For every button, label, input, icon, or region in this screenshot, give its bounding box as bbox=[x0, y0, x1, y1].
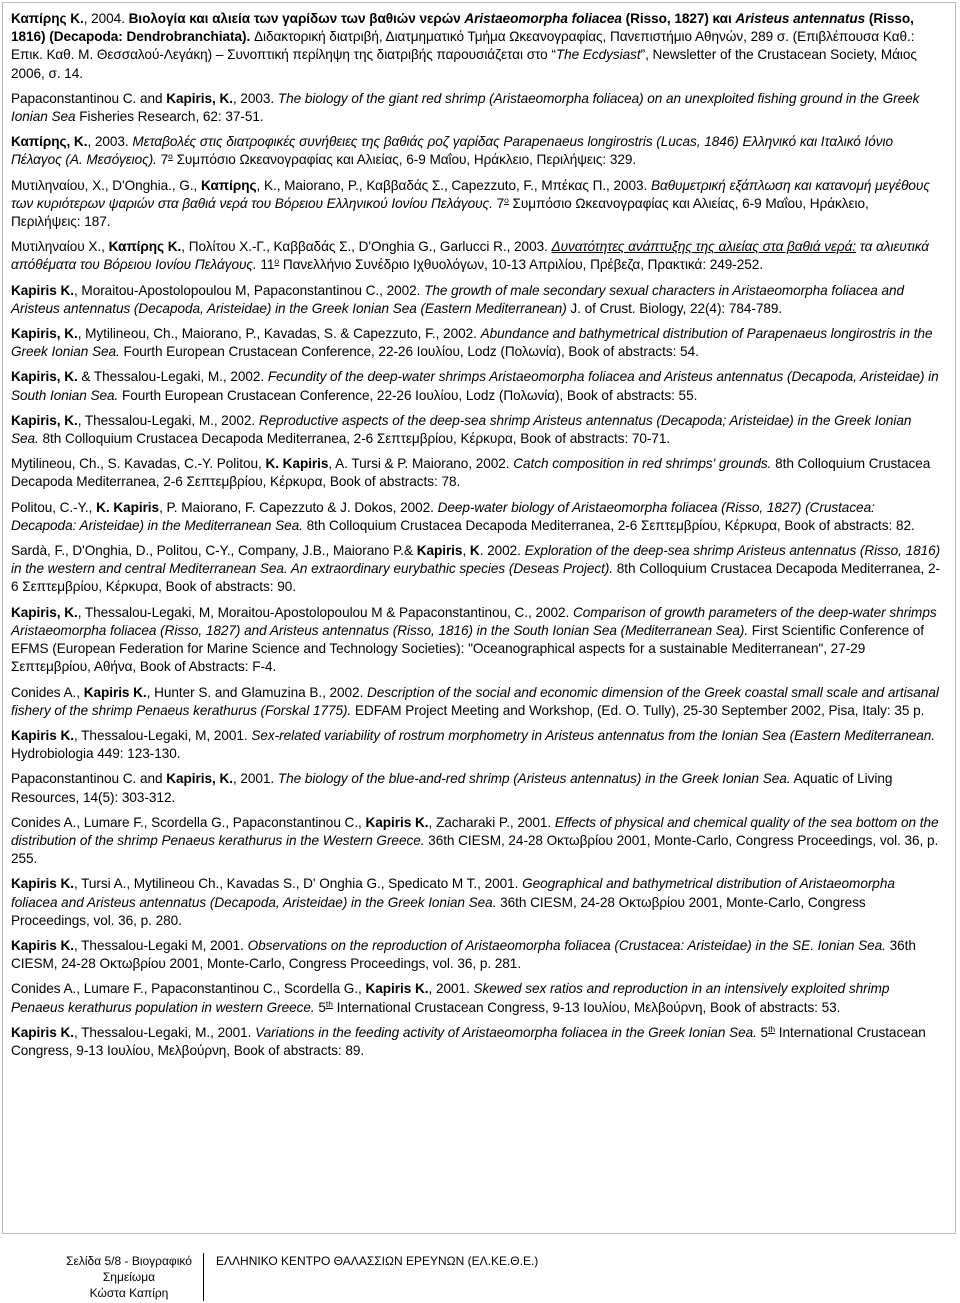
reference-text-run: Μεταβολές στις διατροφικές συνήθειες της βαθιάς ροζ γαρίδας Parapenaeus longirostris (Lucas, 1846) Ελληνικό και Ιταλικό Ιόνιο Πέλαγος (Α. Μεσόγειος). bbox=[11, 134, 893, 168]
reference-text-run: Conides A., bbox=[11, 684, 84, 700]
reference-text-run: , Thessalou-Legaki M, 2001. bbox=[73, 937, 248, 953]
reference-text-run: Kapiris K. bbox=[11, 1024, 74, 1040]
reference-text-run: Kapiris K. bbox=[11, 876, 74, 892]
reference-text-run: 8th Colloquium Crustacea Decapoda Mediterranea, 2-6 Σεπτεμβρίου, Κέρκυρα, Book of abstracts: 90. bbox=[11, 561, 940, 595]
reference-text-run: 8th Colloquium Crustacea Decapoda Mediterranea, 2-6 Σεπτεμβρίου, Κέρκυρα, Book of abstracts: 78. bbox=[11, 456, 931, 490]
reference-text-run: Geographical and bathymetrical distribution of Aristaeomorpha foliacea and Aristeus antennatus (Decapoda, Aristeidae) in the Greek Ionian Sea. bbox=[11, 876, 895, 910]
reference-text-run: . 2002. bbox=[479, 543, 525, 559]
reference-text-run: , 2003. bbox=[232, 90, 278, 106]
reference-text-run: K bbox=[469, 543, 480, 559]
reference-text-run: Διδακτορική διατριβή, Διατμηματικό Τμήμα Ωκεανογραφίας, Πανεπιστήμιο Αθηνών, 289 σ. (Επιβλέπουσα Καθ.: Επικ. Καθ. Μ. Θεσσαλού-Λεγάκη) – Συνοπτική περίληψη της διατριβής παρουσιάζεται στο “ bbox=[11, 29, 915, 63]
reference-text-run: Description of the social and economic dimension of the Greek coastal small scale and artisanal fishery of the shrimp Penaeus kerathurus (Forskal 1775). bbox=[11, 684, 939, 718]
footer-divider bbox=[203, 1253, 204, 1301]
reference-text-run: Aristeus antennatus bbox=[735, 11, 866, 26]
reference-text-run: Καπίρης Κ. bbox=[108, 239, 182, 255]
reference-text-run: Papaconstantinou C. and bbox=[11, 771, 167, 787]
reference-entry bbox=[11, 133, 941, 169]
reference-text-run: (Risso, 1816) (Decapoda: Dendrobranchiata). bbox=[11, 11, 914, 45]
reference-entry bbox=[11, 282, 941, 318]
reference-text-run: Kapiris K. bbox=[83, 684, 147, 700]
reference-text-run: Fisheries Research, 62: 37-51. bbox=[75, 109, 264, 125]
reference-text-run: Aquatic of Living Resources, 14(5): 303-312. bbox=[11, 771, 893, 805]
reference-text-run: , 2001. bbox=[232, 771, 278, 787]
reference-entry bbox=[11, 455, 941, 491]
reference-text-run: ο bbox=[274, 256, 280, 267]
reference-text-run: Conides A., Lumare F., Papaconstantinou C., Scordella G., bbox=[11, 981, 366, 997]
reference-text-run: The growth of male secondary sexual characters in Aristaeomorpha foliacea and Aristeus antennatus (Decapoda, Aristeidae) in the Greek Ionian Sea (Eastern Mediterranean) bbox=[11, 282, 905, 316]
reference-text-run: , Thessalou-Legaki, M, Moraitou-Apostolopoulou M & Papaconstantinou, C., 2002. bbox=[77, 604, 573, 620]
reference-text-run: & Thessalou-Legaki, M., 2002. bbox=[77, 369, 268, 385]
reference-entry bbox=[11, 684, 941, 720]
reference-entry bbox=[11, 875, 941, 930]
reference-entry bbox=[11, 177, 941, 232]
reference-entry bbox=[11, 325, 941, 361]
reference-entry bbox=[11, 727, 941, 763]
reference-text-run: Politou, C.-Y., bbox=[11, 499, 97, 515]
footer-institution: ΕΛΛΗΝΙΚΟ ΚΕΝΤΡΟ ΘΑΛΑΣΣΙΩΝ ΕΡΕΥΝΩΝ (ΕΛ.ΚΕ.Θ.Ε.) bbox=[216, 1254, 539, 1268]
reference-text-run: Kapiris K. bbox=[365, 981, 429, 997]
reference-text-run: Πανελλήνιο Συνέδριο Ιχθυολόγων, 10-13 Απριλίου, Πρέβεζα, Πρακτικά: 249-252. bbox=[279, 257, 764, 273]
reference-text-run: Observations on the reproduction of Aristaeomorpha foliacea (Crustacea: Aristeidae) in the SE. Ionian Sea. bbox=[247, 937, 886, 953]
reference-text-run: Kapiris K. bbox=[11, 282, 74, 298]
reference-text-run: 11 bbox=[256, 257, 275, 273]
reference-text-run: K. Kapiris bbox=[96, 499, 160, 515]
reference-text-run: Kapiris K. bbox=[11, 727, 74, 743]
reference-text-run: Kapiris, K. bbox=[11, 369, 78, 385]
reference-entry bbox=[11, 1024, 941, 1060]
reference-entry bbox=[11, 980, 941, 1016]
reference-text-run: Papaconstantinou C. and bbox=[11, 90, 167, 106]
reference-text-run: th bbox=[325, 998, 333, 1009]
reference-text-run: 8th Colloquium Crustacea Decapoda Mediterranea, 2-6 Σεπτεμβρίου, Κέρκυρα, Book of abstracts: 70-71. bbox=[38, 431, 671, 447]
reference-text-run: Kapiris, K. bbox=[166, 90, 233, 106]
reference-text-run: 5 bbox=[314, 999, 326, 1015]
reference-text-run: The Ecdysiast bbox=[555, 47, 641, 63]
reference-text-run: ο bbox=[168, 151, 173, 162]
reference-text-run: , Moraitou-Apostolopoulou M, Papaconstantinou C., 2002. bbox=[73, 282, 425, 298]
reference-text-run: , P. Maiorano, F. Capezzuto & J. Dokos, 2002. bbox=[159, 499, 438, 515]
reference-text-run: International Crustacean Congress, 9-13 Ιουλίου, Μελβούρνη, Book of abstracts: 53. bbox=[332, 999, 841, 1015]
reference-text-run: Comparison of growth parameters of the deep-water shrimps Aristaeomorpha foliacea (Risso, 1827) and Aristeus antennatus (Risso, 1816) in the South Ionian Sea (Mediterranean Sea). bbox=[11, 604, 937, 638]
reference-text-run: , Πολίτου Χ.-Γ., Καββαδάς Σ., D'Onghia G., Garlucci R., 2003. bbox=[181, 239, 552, 255]
reference-text-run: Kapiris, K. bbox=[11, 326, 78, 342]
reference-text-run: , Tursi A., Mytilineou Ch., Kavadas S., D' Onghia G., Spedicato M T., 2001. bbox=[73, 876, 523, 892]
reference-entry bbox=[11, 770, 941, 806]
reference-text-run: Sex-related variability of rostrum morphometry in Aristeus antennatus from the Ionian Sea (Eastern Mediterranean. bbox=[251, 727, 936, 743]
reference-text-run: 8th Colloquium Crustacea Decapoda Mediterranea, 2-6 Σεπτεμβρίου, Κέρκυρα, Book of abstracts: 82. bbox=[302, 517, 915, 533]
reference-text-run: Deep-water biology of Aristaeomorpha foliacea (Risso, 1827) (Crustacea: Decapoda: Aristeidae) in the Mediterranean Sea. bbox=[11, 499, 875, 533]
reference-text-run: Καπίρης bbox=[201, 177, 257, 193]
reference-text-run: Reproductive aspects of the deep-sea shrimp Aristeus antennatus (Decapoda; Aristeidae) in the Greek Ionian Sea. bbox=[11, 412, 912, 447]
footer-page-info-line: Κώστα Καπίρη bbox=[89, 1286, 169, 1300]
reference-text-run: , Thessalou-Legaki, M., 2002. bbox=[77, 412, 259, 428]
reference-text-run: Συμπόσιο Ωκεανογραφίας και Αλιείας, 6-9 Μαΐου, Ηράκλειο, Περιλήψεις: 329. bbox=[172, 152, 637, 168]
reference-text-run: , 2004. bbox=[83, 11, 129, 26]
reference-entry bbox=[11, 604, 941, 677]
reference-text-run: Abundance and bathymetrical distribution of Parapenaeus longirostris in the Greek Ionian Sea. bbox=[11, 326, 933, 360]
reference-text-run: Βιολογία και αλιεία των γαρίδων των βαθιών νερών bbox=[128, 11, 465, 26]
reference-text-run: 36th CIESM, 24-28 Οκτωβρίου 2001, Monte-Carlo, Congress Proceedings, vol. 36, p. 280. bbox=[11, 894, 866, 928]
reference-text-run: EDFAM Project Meeting and Workshop, (Ed. O. Tully), 25-30 September 2002, Pisa, Italy: 35 p. bbox=[351, 702, 925, 718]
reference-text-run: 7 bbox=[156, 152, 169, 168]
reference-text-run: Fourth European Crustacean Conference, 22-26 Ιουλίου, Lodz (Πολωνία), Book of abstracts: 54. bbox=[119, 344, 699, 360]
reference-text-run: Aristaeomorpha foliacea bbox=[464, 11, 622, 26]
reference-entry bbox=[11, 814, 941, 869]
reference-text-run: Kapiris K. bbox=[11, 937, 74, 953]
reference-text-run: Catch composition in red shrimps' grounds. bbox=[513, 456, 772, 472]
reference-text-run: Βαθυμετρική εξάπλωση και κατανομή μεγέθους των κυριότερων ψαριών στα βαθιά νερά του Βόρειου Ελληνικού Ιονίου Πελάγους. bbox=[11, 177, 930, 211]
reference-text-run: 36th CIESM, 24-28 Οκτωβρίου 2001, Monte-Carlo, Congress Proceedings, vol. 36, p. 255. bbox=[11, 832, 939, 867]
footer-page-info bbox=[60, 1253, 198, 1301]
reference-text-run: , Zacharaki P., 2001. bbox=[428, 814, 555, 830]
reference-text-run: Effects of physical and chemical quality of the sea bottom on the distribution of the shrimp Penaeus kerathurus in the Western Greece. bbox=[11, 814, 939, 848]
reference-text-run: 5 bbox=[756, 1024, 769, 1040]
publication-list bbox=[11, 10, 941, 1067]
reference-text-run: 36th CIESM, 24-28 Οκτωβρίου 2001, Monte-Carlo, Congress Proceedings, vol. 36, p. 281. bbox=[11, 937, 916, 972]
reference-text-run: Hydrobiologia 449: 123-130. bbox=[11, 746, 181, 762]
reference-entry bbox=[11, 368, 941, 404]
reference-text-run: th bbox=[768, 1023, 776, 1034]
reference-text-run: Καπίρης Κ. bbox=[11, 11, 84, 26]
reference-text-run: Kapiris K. bbox=[365, 814, 429, 830]
reference-text-run: Μυτιληναίου Χ., bbox=[11, 239, 109, 255]
reference-text-run: Δυνατότητες ανάπτυξης της αλιείας στα βαθιά νερά: bbox=[551, 239, 857, 255]
reference-text-run: Μυτιληναίου, Χ., D'Onghia., G., bbox=[11, 177, 202, 193]
reference-text-run: The biology of the giant red shrimp (Aristaeomorpha foliacea) on an unexploited fishing ground in the Greek Ionian Sea bbox=[11, 90, 920, 125]
reference-entry bbox=[11, 10, 941, 83]
reference-text-run: Συμπόσιο Ωκεανογραφίας και Αλιείας, 6-9 Μαΐου, Ηράκλειο, Περιλήψεις: 187. bbox=[11, 195, 869, 230]
reference-text-run: ”, Newsletter of the Crustacean Society, Μάιος 2006, σ. 14. bbox=[11, 47, 917, 81]
reference-text-run: , 2003. bbox=[87, 134, 133, 150]
reference-text-run: Fourth European Crustacean Conference, 22-26 Ιουλίου, Lodz (Πολωνία), Book of abstracts: 55. bbox=[118, 387, 698, 403]
reference-text-run: , Κ., Maiorano, P., Καββαδάς Σ., Capezzuto, F., Μπέκας Π., 2003. bbox=[256, 177, 652, 193]
reference-text-run: Skewed sex ratios and reproduction in an intensively exploited shrimp Penaeus kerathurus population in western Greece. bbox=[11, 981, 890, 1015]
reference-text-run: , A. Tursi & P. Maiorano, 2002. bbox=[328, 456, 514, 472]
reference-entry bbox=[11, 542, 941, 597]
reference-text-run: Exploration of the deep-sea shrimp Aristeus antennatus (Risso, 1816) in the western and central Mediterranean Sea. An extraordinary eurybathic species (Deseas Project). bbox=[11, 543, 941, 577]
reference-text-run: τα αλιευτικά απόθέματα του Βόρειου Ιονίου Πελάγους. bbox=[11, 239, 930, 273]
reference-text-run: (Risso, 1827) και bbox=[621, 11, 736, 26]
reference-text-run: , bbox=[462, 543, 470, 559]
reference-text-run: , Mytilineou, Ch., Maiorano, P., Kavadas, S. & Capezzuto, F., 2002. bbox=[77, 326, 481, 342]
footer-page-info-line: Σημείωμα bbox=[102, 1270, 156, 1284]
reference-text-run: Variations in the feeding activity of Aristaeomorpha foliacea in the Greek Ionian Sea. bbox=[255, 1024, 757, 1040]
reference-text-run: Kapiris, K. bbox=[166, 771, 233, 787]
footer-page-info-line: Σελίδα 5/8 - Βιογραφικό bbox=[66, 1254, 192, 1268]
reference-text-run: Fecundity of the deep-water shrimps Aristaeomorpha foliacea and Aristeus antennatus (Decapoda, Aristeidae) in South Ionian Sea. bbox=[11, 369, 939, 403]
reference-entry bbox=[11, 238, 941, 274]
reference-text-run: Conides A., Lumare F., Scordella G., Papaconstantinou C., bbox=[11, 814, 366, 830]
reference-text-run: ο bbox=[504, 194, 509, 205]
reference-text-run: , Thessalou-Legaki, M., 2001. bbox=[73, 1024, 256, 1040]
reference-text-run: Kapiris bbox=[416, 543, 463, 559]
reference-text-run: K. Kapiris bbox=[265, 456, 329, 472]
reference-text-run: , Thessalou-Legaki, M, 2001. bbox=[73, 727, 252, 743]
reference-text-run: International Crustacean Congress, 9-13 Ιουλίου, Μελβούρνη, Book of abstracts: 89. bbox=[11, 1024, 926, 1058]
reference-entry bbox=[11, 412, 941, 448]
reference-entry bbox=[11, 937, 941, 973]
reference-text-run: Mytilineou, Ch., S. Kavadas, C.-Y. Politou, bbox=[11, 456, 266, 472]
reference-entry bbox=[11, 499, 941, 535]
reference-text-run: Kapiris, K. bbox=[11, 604, 78, 620]
reference-text-run: J. of Crust. Biology, 22(4): 784-789. bbox=[566, 300, 783, 316]
reference-text-run: , 2001. bbox=[428, 981, 474, 997]
reference-text-run: Καπίρης, Κ. bbox=[11, 134, 88, 150]
reference-text-run: First Scientific Conference of EFMS (European Federation for Marine Science and Technology Societies): "Oceanographical aspects for a sustainable Mediterranean", 27-29 Σεπτεμβρίου, Αθήνα, Book of Abstracts: F-4. bbox=[11, 622, 925, 675]
reference-text-run: Sardà, F., D'Onghia, D., Politou, C-Y., Company, J.B., Maiorano P.& bbox=[11, 543, 417, 559]
reference-entry bbox=[11, 90, 941, 126]
reference-text-run: Kapiris, K. bbox=[11, 412, 78, 428]
reference-text-run: 7 bbox=[492, 195, 505, 211]
reference-text-run: , Hunter S. and Glamuzina B., 2002. bbox=[146, 684, 368, 700]
reference-text-run: The biology of the blue-and-red shrimp (Aristeus antennatus) in the Greek Ionian Sea. bbox=[277, 771, 791, 787]
